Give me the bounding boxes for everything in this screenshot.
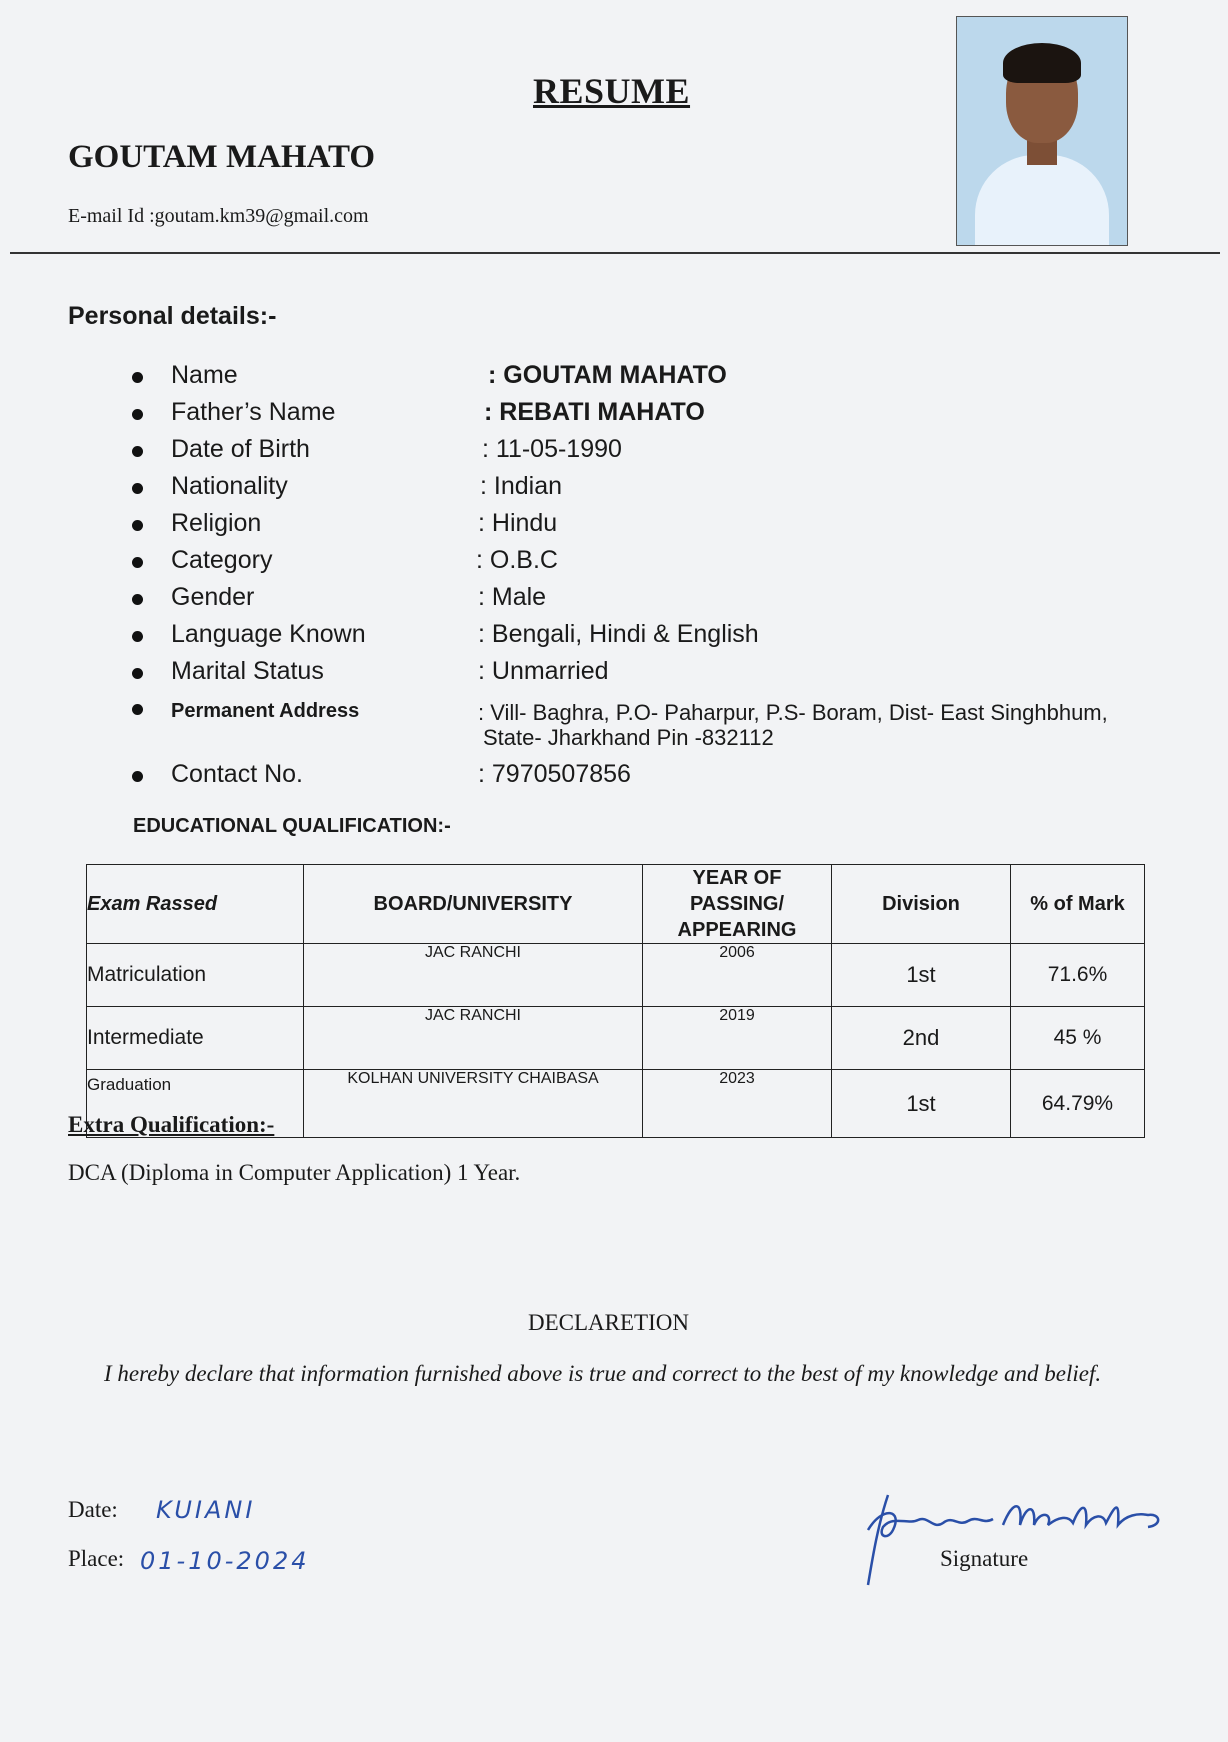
detail-date-of-birth (132, 435, 1132, 467)
table-cell: 2nd (832, 1007, 1011, 1070)
table-cell: 1st (832, 1070, 1011, 1138)
personal-details-heading: Personal details:- (68, 302, 277, 330)
date-value: KUIANI (156, 1496, 256, 1524)
email-id: E-mail Id :goutam.km39@gmail.com (68, 205, 369, 227)
column-header: % of Mark (1011, 865, 1145, 944)
table-cell: JAC RANCHI (304, 944, 643, 1007)
column-header: BOARD/UNIVERSITY (304, 865, 643, 944)
address-line-2: State- Jharkhand Pin -832112 (483, 725, 774, 750)
detail-label: Gender (171, 583, 255, 611)
date-label: Date: (68, 1497, 118, 1522)
bullet-icon (132, 668, 143, 679)
signature-image (848, 1485, 1168, 1595)
extra-qualification-heading: Extra Qualification:- (68, 1112, 275, 1137)
declaration-heading: DECLARETION (528, 1310, 689, 1335)
profile-photo (956, 16, 1128, 246)
detail-value: : Indian (480, 472, 563, 500)
detail-label: Date of Birth (171, 435, 310, 463)
detail-label: Religion (171, 509, 262, 537)
table-cell: Graduation (87, 1070, 304, 1138)
bullet-icon (132, 631, 143, 642)
detail-value: : 7970507856 (478, 760, 631, 788)
place-label: Place: (68, 1546, 125, 1571)
detail-label: Language Known (171, 620, 366, 648)
detail-value: : O.B.C (476, 546, 558, 574)
education-table (86, 864, 1145, 1138)
detail-value: : GOUTAM MAHATO (488, 361, 727, 389)
detail-language-known (132, 620, 1132, 652)
column-header: Division (832, 865, 1011, 944)
place-value: 01-10-2024 (140, 1547, 310, 1575)
bullet-icon (132, 520, 143, 531)
extra-qualification-text: DCA (Diploma in Computer Application) 1 Year. (68, 1160, 521, 1185)
signature-label: Signature (940, 1546, 1029, 1571)
detail-label: Name (171, 361, 238, 389)
detail-category (132, 546, 1132, 578)
bullet-icon (132, 557, 143, 568)
bullet-icon (132, 409, 143, 420)
detail-label: Contact No. (171, 760, 304, 788)
table-row (87, 1007, 1145, 1070)
candidate-name: GOUTAM MAHATO (68, 139, 376, 175)
detail-name (132, 361, 1132, 393)
table-cell: 2019 (643, 1007, 832, 1070)
table-cell: KOLHAN UNIVERSITY CHAIBASA (304, 1070, 643, 1138)
column-header: Exam Rassed (87, 865, 304, 944)
table-cell: 2023 (643, 1070, 832, 1138)
bullet-icon (132, 446, 143, 457)
resume-title: RESUME (533, 71, 691, 111)
education-heading: EDUCATIONAL QUALIFICATION:- (133, 815, 451, 837)
detail-father-name (132, 398, 1132, 430)
table-cell: 45 % (1011, 1007, 1145, 1070)
bullet-icon (132, 594, 143, 605)
table-row (87, 944, 1145, 1007)
detail-label: Category (171, 546, 273, 574)
detail-value: : Male (478, 583, 547, 611)
detail-value: : Vill- Baghra, P.O- Paharpur, P.S- Boram, Dist- East Singhbhum, (478, 700, 1108, 725)
table-cell: 71.6% (1011, 944, 1145, 1007)
table-cell: 1st (832, 944, 1011, 1007)
detail-value: : Hindu (478, 509, 558, 537)
detail-religion (132, 509, 1132, 541)
detail-value: : REBATI MAHATO (484, 398, 705, 426)
table-cell: Intermediate (87, 1007, 304, 1070)
detail-value: : Bengali, Hindi & English (478, 620, 759, 648)
table-cell: 2006 (643, 944, 832, 1007)
declaration-text: I hereby declare that information furnished above is true and correct to the best of my knowledge and belief. (104, 1361, 1102, 1386)
detail-contact-no (132, 760, 1132, 792)
column-header: YEAR OF PASSING/ APPEARING (643, 865, 832, 944)
detail-label: Permanent Address (171, 700, 360, 722)
table-cell: JAC RANCHI (304, 1007, 643, 1070)
bullet-icon (132, 704, 143, 715)
detail-value: : 11-05-1990 (482, 435, 622, 463)
detail-label: Father’s Name (171, 398, 336, 426)
detail-marital-status (132, 657, 1132, 689)
table-header-row (87, 865, 1145, 944)
header-divider (10, 252, 1220, 254)
detail-label: Nationality (171, 472, 288, 500)
bullet-icon (132, 771, 143, 782)
bullet-icon (132, 483, 143, 494)
table-cell: Matriculation (87, 944, 304, 1007)
table-cell: 64.79% (1011, 1070, 1145, 1138)
detail-value: : Unmarried (478, 657, 609, 685)
bullet-icon (132, 372, 143, 383)
detail-label: Marital Status (171, 657, 324, 685)
detail-nationality (132, 472, 1132, 504)
detail-gender (132, 583, 1132, 615)
